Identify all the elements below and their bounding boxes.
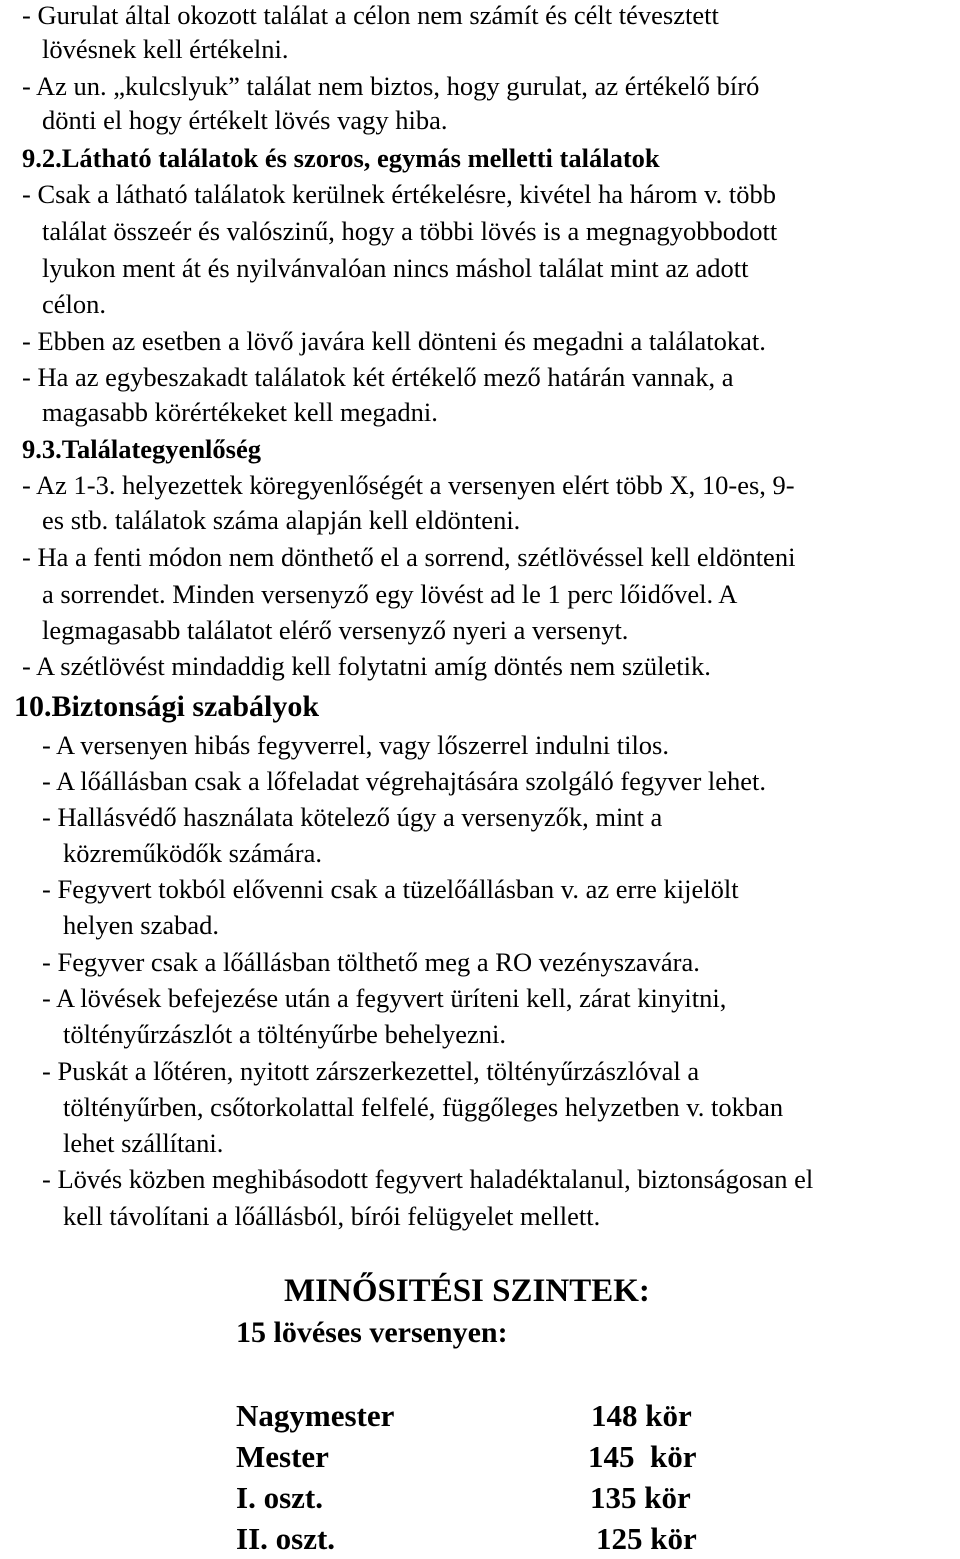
text-line: töltényűrben, csőtorkolattal felfelé, függőleges helyzetben v. tokban — [63, 1092, 784, 1122]
text-line: - Az un. „kulcslyuk” találat nem biztos, hogy gurulat, az értékelő bíró — [22, 71, 760, 101]
text-line: - Az 1-3. helyezettek köregyenlőségét a versenyen elért több X, 10-es, 9- — [22, 470, 795, 500]
heading-9-2: 9.2.Látható találatok és szoros, egymás melletti találatok — [22, 143, 660, 173]
text-line: legmagasabb találatot elérő versenyző nyeri a versenyt. — [42, 615, 629, 645]
text-line: közreműködők számára. — [63, 838, 323, 868]
text-line: a sorrendet. Minden versenyző egy lövést ad le 1 perc lőidővel. A — [42, 579, 738, 609]
level-name: I. oszt. — [236, 1480, 323, 1515]
heading-10: 10.Biztonsági szabályok — [14, 690, 320, 723]
heading-9-3: 9.3.Találategyenlőség — [22, 434, 261, 464]
text-line: - Gurulat által okozott találat a célon nem számít és célt tévesztett — [22, 0, 719, 30]
qualification-subtitle: 15 lövéses versenyen: — [236, 1316, 508, 1349]
text-line: dönti el hogy értékelt lövés vagy hiba. — [42, 105, 448, 135]
text-line: helyen szabad. — [63, 910, 219, 940]
qualification-title: MINŐSITÉSI SZINTEK: — [284, 1273, 650, 1309]
level-score: 135 kör — [590, 1480, 691, 1515]
text-line: - Ebben az esetben a lövő javára kell dönteni és megadni a találatokat. — [22, 326, 766, 356]
level-name: Nagymester — [236, 1398, 395, 1433]
text-line: célon. — [42, 289, 107, 319]
text-line: - Puskát a lőtéren, nyitott zárszerkezettel, töltényűrzászlóval a — [42, 1056, 700, 1086]
text-line: kell távolítani a lőállásból, bírói felügyelet mellett. — [63, 1201, 601, 1231]
text-line: - Fegyvert tokból elővenni csak a tüzelőállásban v. az erre kijelölt — [42, 874, 739, 904]
text-line: magasabb körértékeket kell megadni. — [42, 397, 438, 427]
text-line: találat összeér és valószinű, hogy a többi lövés is a megnagyobbodott — [42, 216, 778, 246]
text-line: lyukon ment át és nyilvánvalóan nincs máshol találat mint az adott — [42, 253, 749, 283]
text-line: - A versenyen hibás fegyverrel, vagy lőszerrel indulni tilos. — [42, 730, 669, 760]
text-line: lövésnek kell értékelni. — [42, 34, 289, 64]
text-line: - Csak a látható találatok kerülnek értékelésre, kivétel ha három v. több — [22, 179, 776, 209]
text-line: - Ha a fenti módon nem dönthető el a sorrend, szétlövéssel kell eldönteni — [22, 542, 796, 572]
text-line: - Ha az egybeszakadt találatok két értékelő mező határán vannak, a — [22, 362, 734, 392]
text-line: - A lőállásban csak a lőfeladat végrehajtására szolgáló fegyver lehet. — [42, 766, 767, 796]
text-line: töltényűrzászlót a töltényűrbe behelyezni. — [63, 1019, 506, 1049]
text-line: - Lövés közben meghibásodott fegyvert haladéktalanul, biztonságosan el — [42, 1164, 814, 1194]
level-name: II. oszt. — [236, 1521, 336, 1556]
text-line: - A szétlövést mindaddig kell folytatni amíg döntés nem születik. — [22, 651, 711, 681]
text-line: - Hallásvédő használata kötelező úgy a versenyzők, mint a — [42, 802, 663, 832]
text-line: - Fegyver csak a lőállásban tölthető meg a RO vezényszavára. — [42, 947, 700, 977]
level-score: 148 kör — [591, 1398, 692, 1433]
level-score: 125 kör — [596, 1521, 697, 1556]
text-line: - A lövések befejezése után a fegyvert üríteni kell, zárat kinyitni, — [42, 983, 727, 1013]
text-line: es stb. találatok száma alapján kell eldönteni. — [42, 505, 521, 535]
text-line: lehet szállítani. — [63, 1128, 224, 1158]
level-name: Mester — [236, 1439, 329, 1474]
level-score: 145 kör — [588, 1439, 697, 1474]
